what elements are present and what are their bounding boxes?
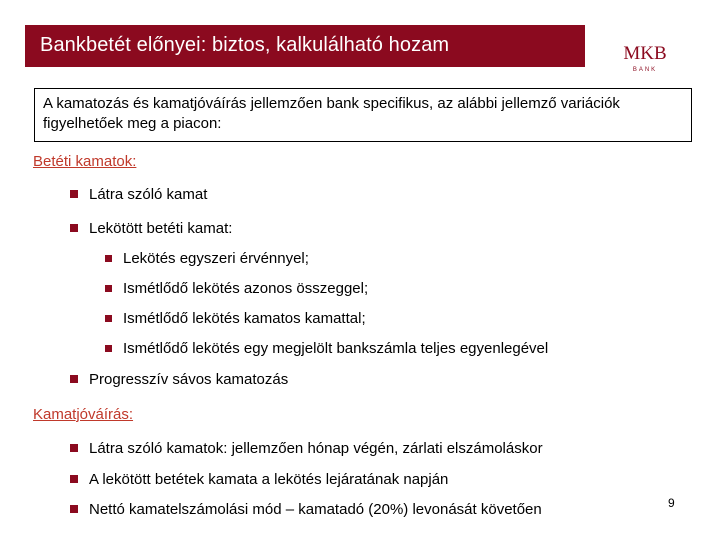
bullet-icon — [70, 224, 78, 232]
sub-list-item — [105, 250, 309, 267]
sub-list-item-text: Lekötés egyszeri érvénnyel; — [123, 250, 309, 267]
list-item-text: Látra szóló kamat — [89, 186, 208, 203]
bullet-icon — [70, 190, 78, 198]
slide-title: Bankbetét előnyei: biztos, kalkulálható hozam — [40, 34, 450, 56]
intro-box — [34, 88, 692, 142]
bullet-icon — [70, 444, 78, 452]
section-heading-interest: Betéti kamatok: — [33, 153, 137, 170]
sub-list-item — [105, 310, 366, 327]
bullet-icon — [105, 345, 112, 352]
logo-subtext: BANK — [632, 67, 658, 73]
bullet-icon — [70, 375, 78, 383]
list-item-text: A lekötött betétek kamata a lekötés lejáratának napján — [89, 471, 449, 488]
title-bar — [25, 25, 585, 67]
list-item — [70, 371, 288, 388]
sub-list-item-text: Ismétlődő lekötés egy megjelölt bankszámla teljes egyenlegével — [123, 340, 549, 357]
logo-text: MKB — [623, 43, 667, 64]
bullet-icon — [105, 285, 112, 292]
sub-list-item — [105, 340, 548, 357]
list-item — [70, 471, 448, 488]
sub-list-item — [105, 280, 368, 297]
list-item-text: Nettó kamatelszámolási mód – kamatadó (20%) levonását követően — [89, 501, 542, 518]
list-item-text: Látra szóló kamatok: jellemzően hónap végén, zárlati elszámoláskor — [89, 440, 543, 457]
list-item — [70, 440, 543, 457]
bullet-icon — [70, 475, 78, 483]
sub-list-item-text: Ismétlődő lekötés azonos összeggel; — [123, 280, 369, 297]
list-item-text: Lekötött betéti kamat: — [89, 220, 233, 237]
mkb-logo — [620, 40, 670, 74]
bullet-icon — [70, 505, 78, 513]
intro-text: A kamatozás és kamatjóváírás jellemzően bank specifikus, az alábbi jellemző variációk figyelhetőek meg a piacon: — [43, 95, 620, 132]
list-item — [70, 220, 232, 237]
page-number: 9 — [668, 496, 675, 510]
list-item — [70, 501, 542, 518]
section-heading-crediting: Kamatjóváírás: — [33, 406, 134, 423]
list-item — [70, 186, 207, 203]
bullet-icon — [105, 315, 112, 322]
bullet-icon — [105, 255, 112, 262]
list-item-text: Progresszív sávos kamatozás — [89, 371, 289, 388]
sub-list-item-text: Ismétlődő lekötés kamatos kamattal; — [123, 310, 366, 327]
